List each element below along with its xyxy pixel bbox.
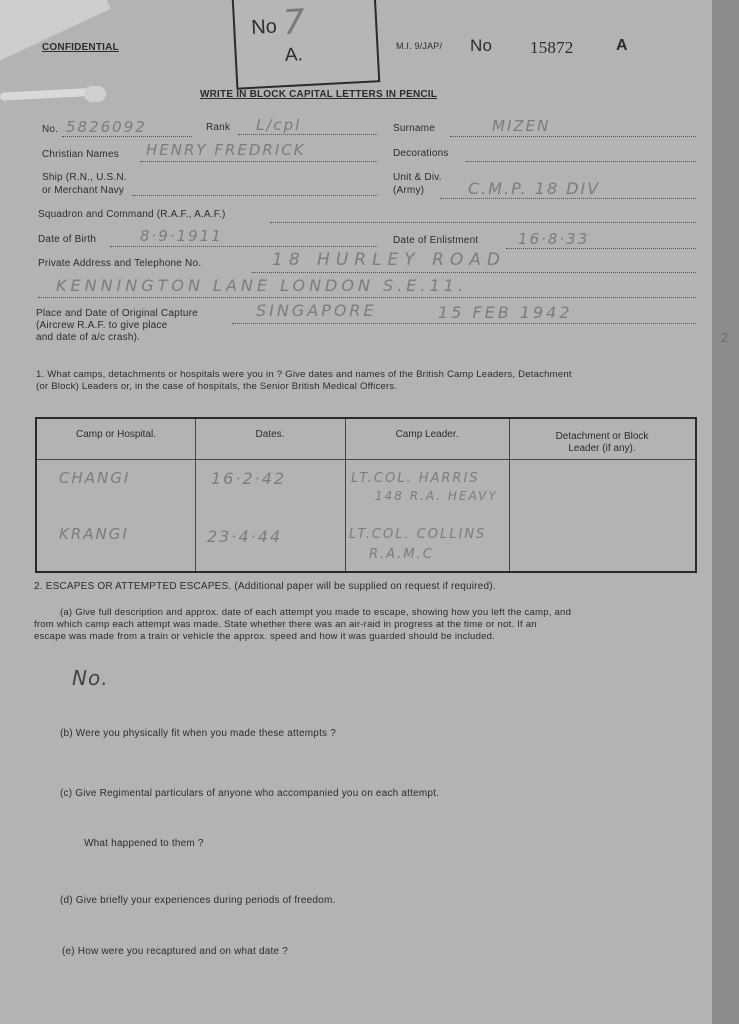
capture-label-3: and date of a/c crash). [36, 332, 141, 343]
stamp-box [232, 0, 381, 90]
reference-no-label: No [470, 36, 493, 55]
stamp-no: No [250, 15, 278, 39]
ship-label-1: Ship (R.N., U.S.N. [42, 172, 127, 183]
capture-place: SINGAPORE [256, 301, 377, 320]
q2c: (c) Give Regimental particulars of anyone who accompanied you on each attempt. [60, 788, 440, 799]
rank-label: Rank [206, 122, 231, 133]
col-header-dates: Dates. [255, 429, 285, 440]
row-2-camp: KRANGI [59, 525, 129, 543]
ship-line [132, 195, 378, 196]
confidential-label: CONFIDENTIAL [42, 42, 119, 53]
address-label: Private Address and Telephone No. [38, 258, 202, 269]
capture-label-2: (Aircrew R.A.F. to give place [36, 320, 168, 331]
row-1-leader-unit: 148 R.A. HEAVY [375, 489, 498, 503]
col-header-detachment-sub: Leader (if any). [568, 443, 636, 454]
no-value: 5826092 [66, 118, 147, 136]
squadron-line [270, 222, 696, 223]
q2e: (e) How were you recaptured and on what date ? [62, 946, 288, 957]
col-header-detachment: Detachment or Block [555, 431, 649, 442]
table-divider [345, 419, 346, 571]
series-letter: A [616, 37, 628, 54]
page-edge [712, 0, 739, 1024]
rank-line [238, 134, 378, 135]
camp-table [35, 417, 697, 573]
ship-label-2: or Merchant Navy [42, 185, 125, 196]
enlistment-label: Date of Enlistment [393, 235, 479, 246]
christian-names-label: Christian Names [42, 149, 119, 160]
unit-label-2: (Army) [393, 185, 425, 196]
instruction-heading: WRITE IN BLOCK CAPITAL LETTERS IN PENCIL [200, 89, 438, 100]
row-2-date: 23·4·44 [207, 527, 283, 546]
string-knot [84, 86, 106, 102]
row-2-leader: LT.COL. COLLINS [349, 527, 487, 542]
q2b: (b) Were you physically fit when you made these attempts ? [60, 728, 336, 739]
col-header-camp: Camp or Hospital. [75, 429, 157, 440]
table-header-rule [37, 459, 695, 460]
christian-names-value: HENRY FREDRICK [146, 141, 306, 159]
address-line-2-rule [38, 297, 696, 298]
q2a-answer: No. [72, 666, 109, 690]
q2a-line-2: from which camp each attempt was made. State whether there was an air-raid in progress at the time or not. If an [34, 619, 537, 630]
q1-line-2: (or Block) Leaders or, in the case of hospitals, the Senior British Medical Officers. [36, 381, 398, 392]
dob-value: 8·9·1911 [140, 227, 223, 245]
margin-mark: 2 [721, 330, 729, 345]
unit-line [440, 198, 696, 199]
unit-value: C.M.P. 18 DIV [468, 179, 601, 198]
stamp-number: 7 [282, 2, 306, 44]
christian-names-line [140, 161, 378, 162]
q2d: (d) Give briefly your experiences during periods of freedom. [60, 895, 336, 906]
col-header-leader: Camp Leader. [395, 429, 459, 440]
rank-value: L/cpl [256, 116, 302, 134]
decorations-line [466, 161, 696, 162]
enlistment-line [506, 248, 696, 249]
dob-line [110, 246, 378, 247]
table-divider [195, 419, 196, 571]
capture-date: 15 FEB 1942 [438, 303, 573, 322]
q2a-line-1: (a) Give full description and approx. date of each attempt you made to escape, showing how you left the camp, and [60, 607, 572, 618]
capture-line [232, 323, 696, 324]
address-line-2: KENNINGTON LANE LONDON S.E.11. [56, 276, 467, 295]
serial-number: 15872 [530, 38, 574, 57]
surname-value: MIZEN [492, 117, 551, 135]
row-2-leader-unit: R.A.M.C [369, 547, 434, 562]
row-1-camp: CHANGI [59, 469, 131, 487]
dob-label: Date of Birth [38, 234, 97, 245]
no-line [62, 136, 192, 137]
row-1-date: 16·2·42 [211, 469, 287, 488]
reference-prefix: M.I. 9/JAP/ [396, 41, 443, 51]
squadron-label: Squadron and Command (R.A.F., A.A.F.) [38, 209, 226, 220]
decorations-label: Decorations [393, 148, 449, 159]
enlistment-value: 16·8·33 [518, 230, 590, 248]
capture-label-1: Place and Date of Original Capture [36, 308, 198, 319]
address-line-1-rule [252, 272, 696, 273]
unit-label-1: Unit & Div. [393, 172, 442, 183]
surname-line [450, 136, 696, 137]
address-line-1: 18 HURLEY ROAD [272, 250, 506, 270]
no-label: No. [42, 124, 59, 135]
q2c-sub: What happened to them ? [84, 838, 204, 849]
q2a-line-3: escape was made from a train or vehicle the approx. speed and how it was guarded should be included. [34, 631, 496, 642]
row-1-leader: LT.COL. HARRIS [351, 471, 480, 486]
q1-line-1: 1. What camps, detachments or hospitals were you in ? Give dates and names of the British Camp Leaders, Detachment [36, 369, 572, 380]
surname-label: Surname [393, 123, 435, 134]
stamp-letter: A. [284, 44, 304, 67]
q2-heading: 2. ESCAPES OR ATTEMPTED ESCAPES. (Additional paper will be supplied on request if required). [34, 581, 496, 592]
